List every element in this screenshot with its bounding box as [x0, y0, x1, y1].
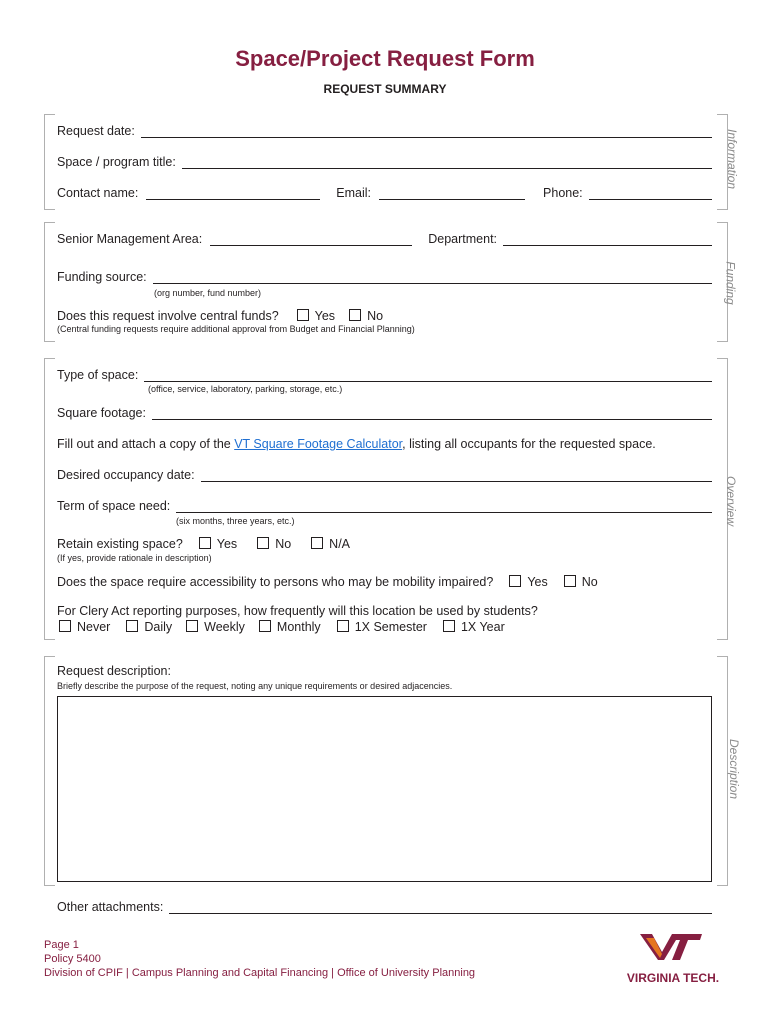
space-title-field[interactable] [182, 156, 712, 169]
calculator-link[interactable]: VT Square Footage Calculator [234, 437, 403, 451]
checkbox[interactable] [199, 537, 211, 549]
accessibility-no[interactable]: No [564, 575, 598, 589]
term-hint: (six months, three years, etc.) [176, 516, 295, 526]
description-side-label: Description [726, 738, 741, 800]
request-date-field[interactable] [141, 125, 712, 138]
clery-question: For Clery Act reporting purposes, how frequently will this location be used by students? [57, 604, 538, 618]
calculator-instruction: Fill out and attach a copy of the VT Square Footage Calculator, listing all occupants for the requested space. [57, 437, 656, 451]
square-footage-field[interactable] [152, 407, 712, 420]
freq-year[interactable]: 1X Year [443, 620, 505, 634]
checkbox[interactable] [564, 575, 576, 587]
overview-section [44, 358, 738, 640]
space-title-label: Space / program title: [57, 155, 176, 169]
central-funds-question: Does this request involve central funds? [57, 309, 279, 323]
square-footage-label: Square footage: [57, 406, 146, 420]
other-attachments-field[interactable] [169, 901, 712, 914]
policy-number: Policy 5400 [44, 953, 101, 965]
occupancy-date-label: Desired occupancy date: [57, 468, 195, 482]
term-field[interactable] [176, 500, 712, 513]
page-subtitle: REQUEST SUMMARY [323, 82, 447, 96]
email-label: Email: [336, 186, 372, 200]
virginia-tech-logo [618, 930, 728, 985]
phone-label: Phone: [543, 186, 583, 200]
contact-name-label: Contact name: [57, 186, 139, 200]
retain-hint: (If yes, provide rationale in description) [57, 553, 212, 563]
type-of-space-hint: (office, service, laboratory, parking, storage, etc.) [148, 384, 343, 394]
freq-weekly[interactable]: Weekly [186, 620, 245, 634]
senior-area-label: Senior Management Area: [57, 232, 203, 246]
checkbox[interactable] [257, 537, 269, 549]
checkbox[interactable] [443, 620, 455, 632]
central-funds-no[interactable]: No [349, 309, 383, 323]
overview-side-label: Overview [723, 475, 738, 527]
description-textarea[interactable] [57, 696, 712, 882]
freq-never[interactable]: Never [59, 620, 110, 634]
type-of-space-label: Type of space: [57, 368, 139, 382]
checkbox[interactable] [259, 620, 271, 632]
checkbox[interactable] [311, 537, 323, 549]
page-title: Space/Project Request Form [235, 46, 535, 71]
funding-section [44, 222, 738, 342]
accessibility-question: Does the space require accessibility to persons who may be mobility impaired? [57, 575, 494, 589]
retain-question: Retain existing space? [57, 537, 183, 551]
information-side-label: Information [724, 128, 739, 190]
retain-na[interactable]: N/A [311, 537, 350, 551]
freq-monthly[interactable]: Monthly [259, 620, 321, 634]
checkbox[interactable] [126, 620, 138, 632]
description-section [44, 656, 741, 886]
senior-area-field[interactable] [210, 233, 412, 246]
other-attachments-row [44, 898, 712, 918]
email-field[interactable] [379, 187, 525, 200]
footer [44, 938, 475, 980]
logo-text: VIRGINIA TECH. [626, 971, 720, 985]
page-number: Page 1 [44, 939, 79, 951]
checkbox[interactable] [297, 309, 309, 321]
request-date-label: Request date: [57, 124, 135, 138]
department-field[interactable] [503, 233, 712, 246]
checkbox[interactable] [186, 620, 198, 632]
freq-semester[interactable]: 1X Semester [337, 620, 427, 634]
retain-no[interactable]: No [257, 537, 291, 551]
contact-name-field[interactable] [146, 187, 320, 200]
funding-source-label: Funding source: [57, 270, 147, 284]
term-label: Term of space need: [57, 499, 171, 513]
other-attachments-label: Other attachments: [57, 900, 164, 914]
accessibility-yes[interactable]: Yes [509, 575, 547, 589]
central-funds-note: (Central funding requests require additional approval from Budget and Financial Planning) [57, 324, 415, 334]
type-of-space-field[interactable] [144, 369, 712, 382]
department-label: Department: [428, 232, 498, 246]
description-hint: Briefly describe the purpose of the request, noting any unique requirements or desired adjacencies. [57, 681, 453, 691]
checkbox[interactable] [509, 575, 521, 587]
checkbox[interactable] [349, 309, 361, 321]
freq-daily[interactable]: Daily [126, 620, 172, 634]
funding-source-field[interactable] [153, 271, 712, 284]
checkbox[interactable] [337, 620, 349, 632]
funding-side-label: Funding [723, 261, 738, 305]
vt-logo-icon [618, 930, 728, 964]
phone-field[interactable] [589, 187, 712, 200]
information-section [44, 114, 739, 210]
central-funds-yes[interactable]: Yes [297, 309, 335, 323]
division-text: Division of CPIF | Campus Planning and Capital Financing | Office of University Planning [44, 967, 476, 979]
checkbox[interactable] [59, 620, 71, 632]
funding-hint: (org number, fund number) [154, 288, 262, 298]
retain-yes[interactable]: Yes [199, 537, 237, 551]
description-label: Request description: [57, 664, 171, 678]
occupancy-date-field[interactable] [201, 469, 712, 482]
